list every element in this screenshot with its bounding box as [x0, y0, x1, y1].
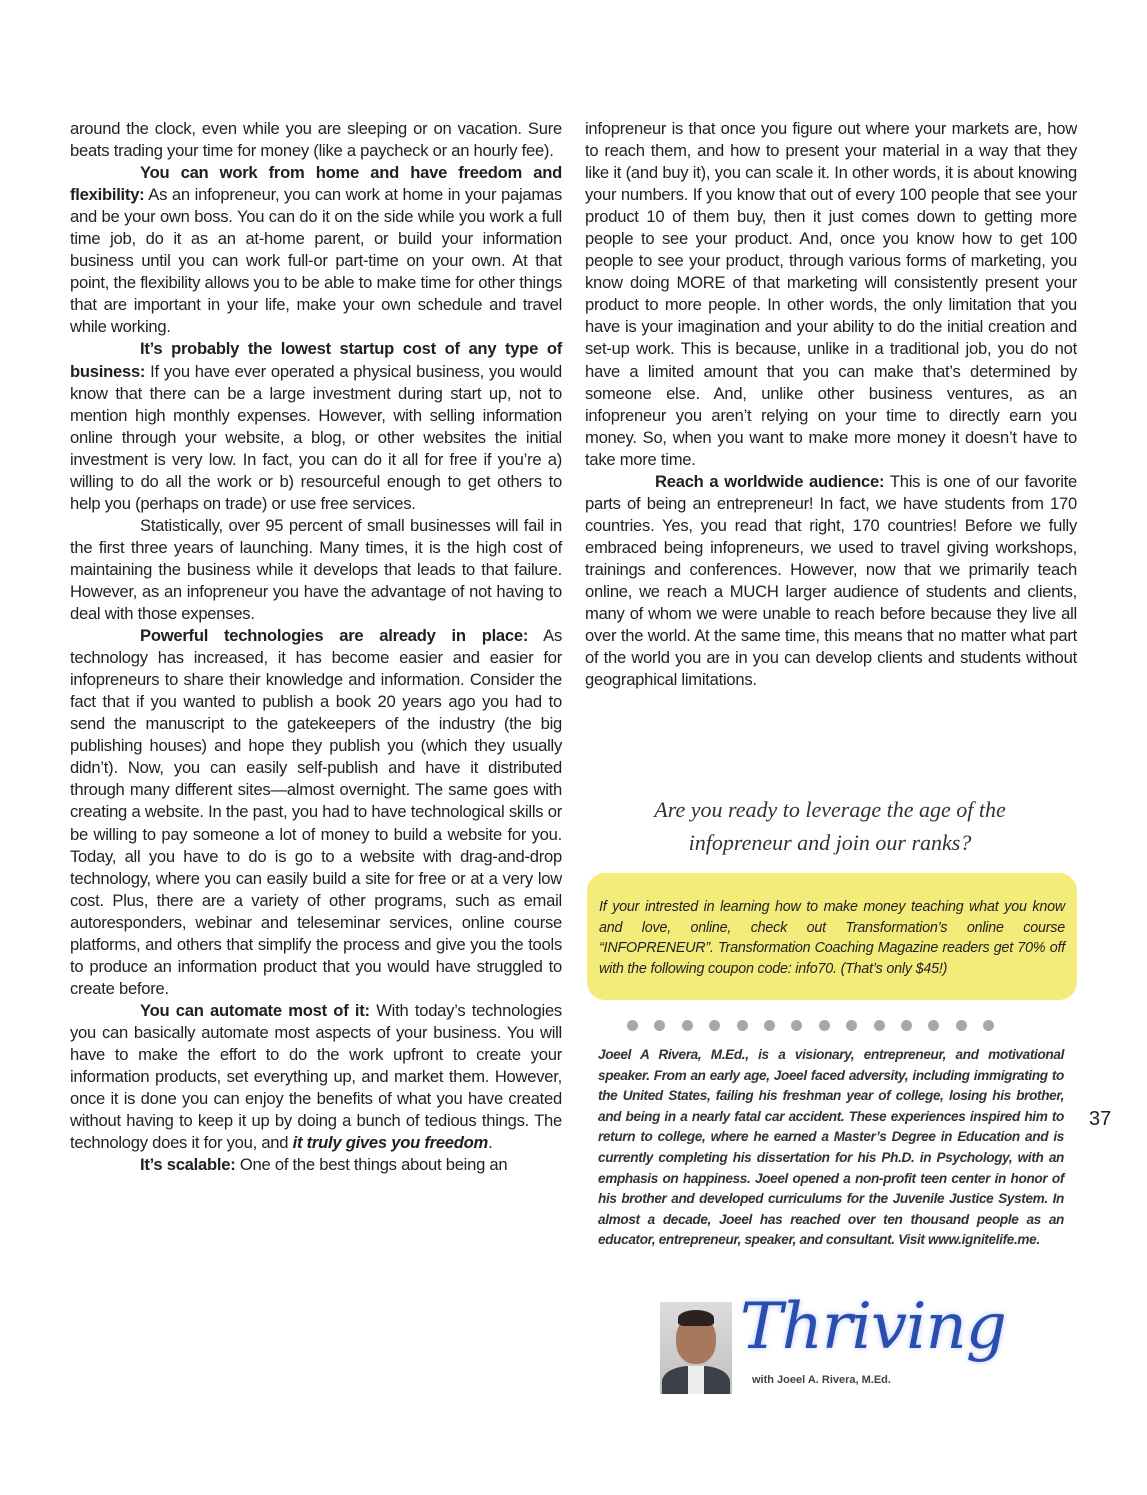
paragraph-text: . [488, 1133, 493, 1153]
divider-dot [737, 1020, 748, 1031]
paragraph-lead: You can work from home and have freedom and flexibility: [70, 163, 562, 205]
paragraph [70, 162, 562, 338]
paragraph [70, 118, 562, 162]
paragraph [70, 625, 562, 1000]
author-bio: Joeel A Rivera, M.Ed., is a visionary, entrepreneur, and motivational speaker. From an early age, Joeel faced adversity, including immigrating to the United States, failing his freshman year of college, losing his brother, and being in a nearly fatal car accident. These experiences inspired him to return to college, where he earned a Master’s Degree in Education and is currently completing his dissertation for his Ph.D. in Psychology, with an emphasis on happiness. Joeel opened a non-profit teen center in honor of his brother and developed curriculums for the Juvenile Justice System. In almost a decade, Joeel has reached over ten thousand people as an educator, entrepreneur, speaker, and consultant. Visit www.ignitelife.me. [598, 1047, 1064, 1248]
paragraph-text: As technology has increased, it has become easier and easier for infopreneurs to share their knowledge and information. Consider the fact that if you wanted to publish a book 20 years ago you had to send the manuscript to the gatekeepers of the industry (the big publishing houses) and hope they publish you (which they usually didn’t). Now, you can easily self-publish and have it distributed through many different sites—almost overnight. The same goes with creating a website. In the past, you had to have technological skills or be willing to pay someone a lot of money to build a website for you. Today, all you have to do is go to a website with drag-and-drop technology, where you can easily build a site for free or at a very low cost. Plus, there are a variety of other programs, such as email autoresponders, webinar and teleseminar services, online course platforms, and others that simplify the process and give you the tools to produce an information product that you would have struggled to create before. [70, 626, 563, 998]
paragraph-lead: It’s scalable: [140, 1155, 236, 1175]
paragraph-lead: Reach a worldwide audience: [655, 471, 885, 491]
divider-dot [928, 1020, 939, 1031]
left-column [70, 118, 562, 1176]
divider-dot [709, 1020, 720, 1031]
paragraph-text: infopreneur is that once you figure out where your markets are, how to reach them, and how to present your material in a way that they like it (and buy it), you can scale it. In other words, it is about knowing your numbers. If you know that out of every 100 people that see your product 10 of them buy, then it just comes down to getting more people to see your product. And, once you know how to get 100 people to see your product, through various forms of marketing, you know doing MORE of that marketing will consistently present your product to more people. In other words, the only limitation that you have is your imagination and your ability to do the initial creation and set-up work. This is because, unlike in a traditional job, you do not have a limited amount that you can make that’s determined by someone else. And, unlike other business ventures, as an infopreneur you aren’t relying on your time to directly earn you money. So, when you want to make more money it doesn’t have to take more time. [585, 119, 1077, 469]
paragraph-text: One of the best things about being an [235, 1155, 508, 1175]
paragraph [585, 471, 1077, 691]
paragraph-text: If you have ever operated a physical business, you would know that there can be a large investment during start up, not to mention high monthly expenses. However, with selling information online through your website, a blog, or other websites the initial investment is very low. In fact, you can do it all for free if you’re a) willing to do all the work or b) resourceful enough to get others to help you (perhaps on trade) or use free services. [70, 361, 562, 513]
right-column [585, 118, 1077, 691]
paragraph-lead: it truly gives you freedom [292, 1133, 489, 1153]
divider-dot [819, 1020, 830, 1031]
page-number: 37 [1089, 1108, 1112, 1130]
paragraph-lead: You can automate most of it: [140, 1000, 370, 1020]
divider-dot [627, 1020, 638, 1031]
paragraph-text: Statistically, over 95 percent of small businesses will fail in the first three years of launching. Many times, it is the high cost of maintaining the business while it develops that leads to that failure. However, as an infopreneur you have the advantage of not having to deal with those expenses. [70, 515, 562, 624]
divider-dot [682, 1020, 693, 1031]
divider-dot [764, 1020, 775, 1031]
paragraph-text: With today’s technologies you can basically automate most aspects of your business. You will have to make the effort to do the work upfront to create your information products, set everything up, and market them. However, once it is done you can enjoy the benefits of what you have created without having to keep it up by doing a bunch of tedious things. The technology does it for you, and [70, 1000, 562, 1153]
column-logo [660, 1290, 1006, 1398]
paragraph [70, 1000, 562, 1154]
paragraph [70, 515, 562, 625]
promo-box [587, 873, 1077, 1000]
paragraph-lead: Powerful technologies are already in place: [140, 626, 529, 646]
paragraph [70, 1154, 562, 1176]
paragraph-text: around the clock, even while you are sleeping or on vacation. Sure beats trading your time for money (like a paycheck or an hourly fee). [70, 119, 562, 161]
logo-subtitle: with Joeel A. Rivera, M.Ed. [752, 1374, 891, 1386]
divider-dot [791, 1020, 802, 1031]
divider-dot [874, 1020, 885, 1031]
divider-dot [901, 1020, 912, 1031]
pull-quote: Are you ready to leverage the age of the infopreneur and join our ranks? [654, 797, 1006, 855]
divider-dot [983, 1020, 994, 1031]
paragraph-text: As an infopreneur, you can work at home in your pajamas and be your own boss. You can do it on the side while you work a full time job, do it as an at-home parent, or build your information business until you can work full-or part-time on your own. At that point, the flexibility allows you to be able to make time for other things that are important in your life, make your own schedule and travel while working. [70, 185, 562, 337]
divider-dot [956, 1020, 967, 1031]
author-photo [660, 1302, 732, 1394]
paragraph [585, 118, 1077, 471]
paragraph-lead: It’s probably the lowest startup cost of any type of business: [70, 339, 562, 381]
dot-divider [627, 1020, 994, 1031]
paragraph [70, 338, 562, 514]
divider-dot [846, 1020, 857, 1031]
paragraph-text: This is one of our favorite parts of being an entrepreneur! In fact, we have students from 170 countries. Yes, you read that right, 170 countries! Before we fully embraced being infopreneurs, we used to travel giving workshops, trainings and conferences. However, now that we primarily teach online, we reach a MUCH larger audience of students and clients, many of whom we were unable to reach before because they live all over the world. At the same time, this means that no matter what part of the world you are in you can develop clients and students without geographical limitations. [585, 471, 1077, 690]
logo-title: Thriving [740, 1290, 1006, 1364]
divider-dot [654, 1020, 665, 1031]
promo-text: If your intrested in learning how to make money teaching what you know and love, online, check out Transformation’s online course “INFOPRENEUR”. Transformation Coaching Magazine readers get 70% off with the following coupon code: info70. (That’s only $45!) [599, 899, 1065, 977]
